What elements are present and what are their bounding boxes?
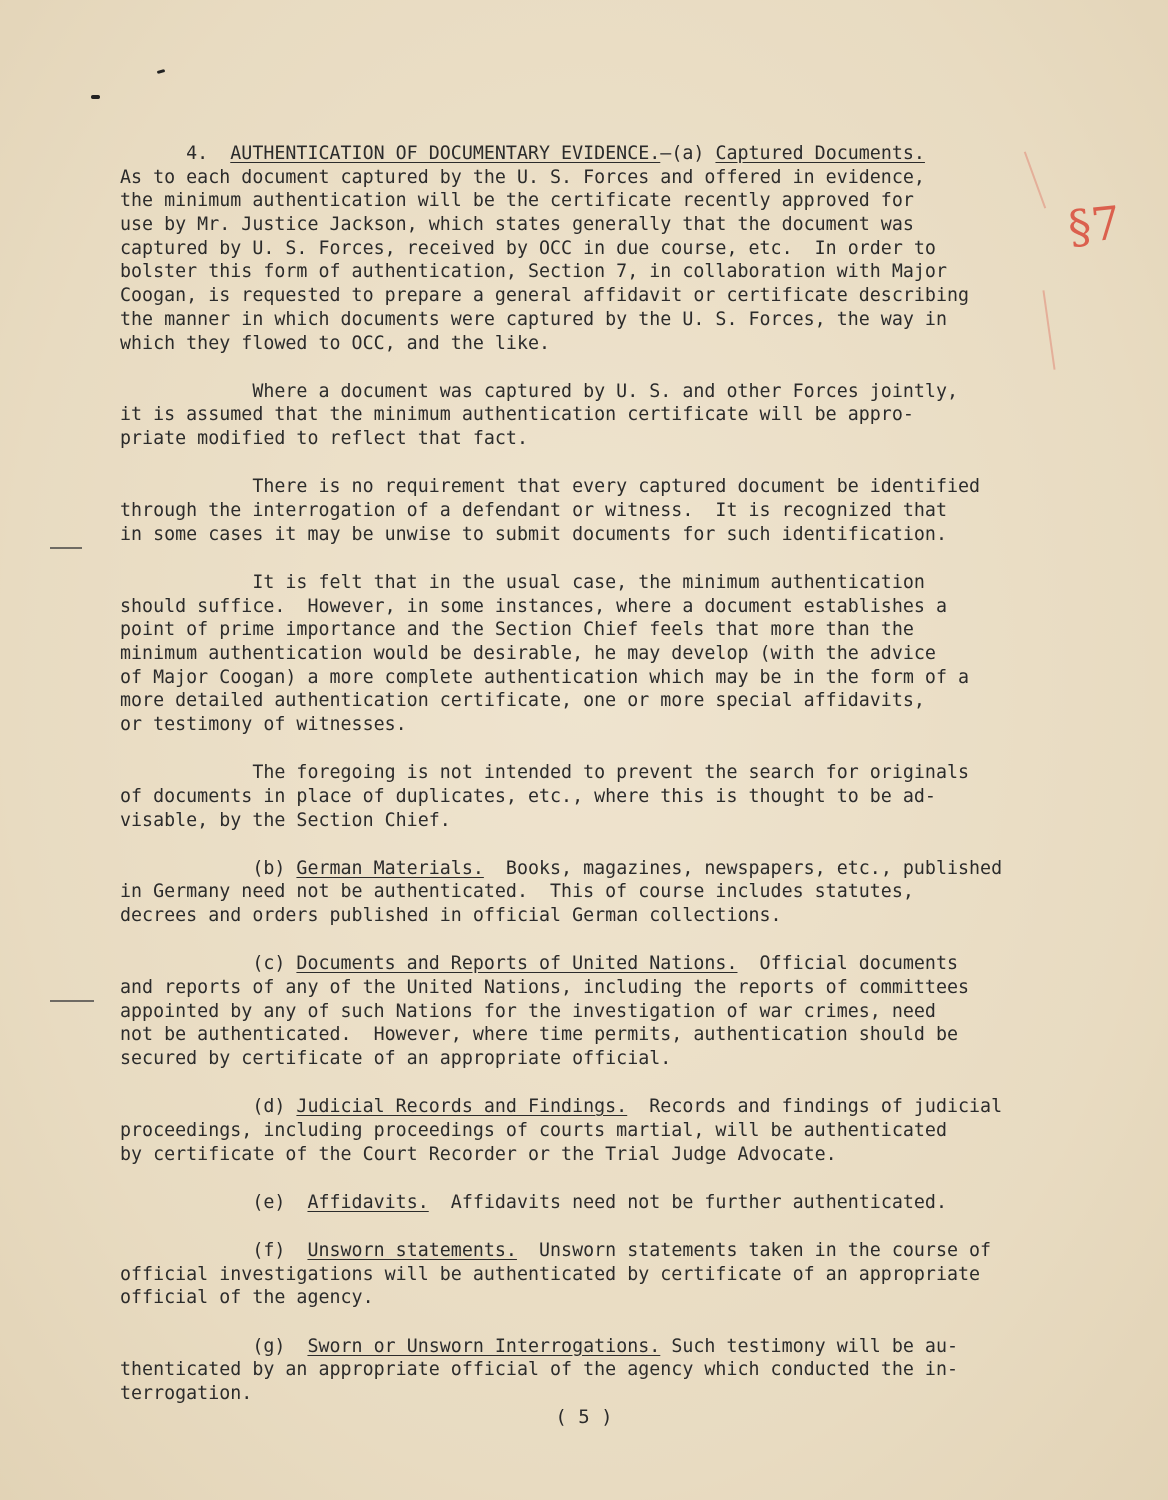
margin-dash	[50, 547, 82, 549]
underlined-heading: Documents and Reports of United Nations.	[296, 953, 738, 975]
line-text: decrees and orders published in official German collections.	[120, 905, 782, 927]
text-line	[120, 1000, 1055, 1024]
text-line	[120, 689, 1055, 713]
line-text: Such testimony will be au-	[660, 1335, 959, 1357]
text-line	[120, 904, 1055, 928]
line-text: official of the agency.	[120, 1287, 374, 1309]
line-text: secured by certificate of an appropriate official.	[120, 1048, 672, 1069]
underlined-heading: Judicial Records and Findings.	[296, 1096, 628, 1118]
text-line	[120, 1023, 1055, 1047]
line-text: appointed by any of such Nations for the investigation of war crimes, need	[120, 1000, 936, 1022]
text-line	[120, 1286, 1055, 1310]
line-text: which they flowed to OCC, and the like.	[120, 332, 551, 354]
paragraph-gap	[120, 355, 1055, 380]
paragraph-gap	[120, 928, 1055, 953]
line-text: Where a document was captured by U. S. and other Forces jointly,	[120, 380, 958, 402]
text-line	[120, 475, 1055, 499]
line-text: should suffice. However, in some instances, where a document establishes a	[120, 595, 947, 617]
underlined-heading: Captured Documents.	[715, 143, 925, 164]
line-text: Unsworn statements taken in the course of	[516, 1239, 992, 1261]
text-line	[120, 260, 1055, 284]
text-line	[120, 809, 1055, 833]
margin-tick-mark	[91, 95, 100, 99]
text-line	[120, 1382, 1055, 1406]
line-text: (d)	[120, 1096, 297, 1118]
text-line	[120, 1143, 1055, 1167]
paragraph-gap	[120, 1310, 1055, 1335]
text-line	[120, 1335, 1055, 1359]
margin-dash	[50, 1000, 94, 1002]
paragraph-gap	[120, 451, 1055, 476]
line-text: (c)	[120, 953, 297, 975]
line-text: It is felt that in the usual case, the minimum authentication	[120, 571, 925, 593]
paragraph-gap	[120, 832, 1055, 857]
line-text: through the interrogation of a defendant or witness. It is recognized that	[120, 499, 947, 521]
text-line	[120, 237, 1055, 261]
text-line	[120, 284, 1055, 308]
text-line	[120, 427, 1055, 451]
text-line	[120, 1119, 1055, 1143]
line-text: the minimum authentication will be the certificate recently approved for	[120, 190, 914, 212]
text-line	[120, 761, 1055, 785]
line-text: Coogan, is requested to prepare a general affidavit or certificate describing	[120, 285, 970, 307]
line-text: bolster this form of authentication, Section 7, in collaboration with Major	[120, 261, 947, 283]
text-line	[120, 571, 1055, 595]
text-line	[120, 308, 1055, 332]
line-text: proceedings, including proceedings of courts martial, will be authenticated	[120, 1119, 947, 1141]
text-line	[120, 618, 1055, 642]
paragraph-gap	[120, 1166, 1055, 1191]
line-text: The foregoing is not intended to prevent the search for originals	[120, 762, 970, 784]
underlined-heading: AUTHENTICATION OF DOCUMENTARY EVIDENCE.	[230, 143, 661, 164]
line-text: priate modified to reflect that fact.	[120, 428, 528, 450]
line-text: (e)	[120, 1191, 308, 1213]
text-line	[120, 523, 1055, 547]
text-line	[120, 499, 1055, 523]
text-line	[120, 1358, 1055, 1382]
line-text: As to each document captured by the U. S. Forces and offered in evidence,	[120, 166, 925, 188]
line-text: visable, by the Section Chief.	[120, 809, 451, 831]
line-text: (b)	[120, 857, 297, 879]
line-text: —(a)	[660, 143, 716, 164]
text-line	[120, 166, 1055, 190]
underlined-heading: Unsworn statements.	[307, 1239, 517, 1261]
line-text: minimum authentication would be desirable, he may develop (with the advice	[120, 642, 936, 664]
line-text: (f)	[120, 1239, 308, 1261]
line-text: and reports of any of the United Nations, including the reports of committees	[120, 976, 970, 998]
line-text: point of prime importance and the Section Chief feels that more than the	[120, 619, 914, 641]
page-number: ( 5 )	[555, 1406, 613, 1428]
text-line	[120, 380, 1055, 404]
text-line	[120, 952, 1055, 976]
text-line	[120, 189, 1055, 213]
text-line	[120, 1191, 1055, 1215]
paragraph-gap	[120, 1071, 1055, 1096]
line-text: in some cases it may be unwise to submit documents for such identification.	[120, 523, 947, 545]
document-body	[120, 142, 1055, 1406]
line-text: (g)	[120, 1335, 308, 1357]
text-line	[120, 1239, 1055, 1263]
line-text: not be authenticated. However, where time permits, authentication should be	[120, 1024, 958, 1046]
line-text: of Major Coogan) a more complete authentication which may be in the form of a	[120, 666, 970, 688]
text-line	[120, 642, 1055, 666]
text-line	[120, 666, 1055, 690]
line-text: or testimony of witnesses.	[120, 713, 407, 735]
text-line	[120, 976, 1055, 1000]
line-text: 4.	[120, 143, 231, 164]
text-line	[120, 595, 1055, 619]
underlined-heading: Sworn or Unsworn Interrogations.	[307, 1335, 661, 1357]
line-text: Records and findings of judicial	[627, 1096, 1003, 1118]
text-line	[120, 785, 1055, 809]
text-line	[120, 1047, 1055, 1071]
line-text: the manner in which documents were captured by the U. S. Forces, the way in	[120, 308, 947, 330]
paragraph-gap	[120, 546, 1055, 571]
paragraph-gap	[120, 737, 1055, 762]
text-line	[120, 403, 1055, 427]
text-line	[120, 1263, 1055, 1287]
line-text: of documents in place of duplicates, etc., where this is thought to be ad-	[120, 785, 936, 807]
line-text: Affidavits need not be further authenticated.	[428, 1191, 947, 1213]
text-line	[120, 880, 1055, 904]
text-line	[120, 713, 1055, 737]
underlined-heading: Affidavits.	[307, 1191, 429, 1213]
margin-tick-mark	[157, 69, 166, 74]
margin-annotation: §7	[1065, 195, 1123, 255]
line-text: by certificate of the Court Recorder or the Trial Judge Advocate.	[120, 1143, 837, 1165]
text-line	[120, 1095, 1055, 1119]
line-text: official investigations will be authenticated by certificate of an appropriate	[120, 1263, 981, 1285]
line-text: captured by U. S. Forces, received by OCC in due course, etc. In order to	[120, 237, 936, 259]
text-line	[120, 142, 1055, 166]
text-line	[120, 332, 1055, 356]
line-text: thenticated by an appropriate official of the agency which conducted the in-	[120, 1359, 958, 1381]
line-text: in Germany need not be authenticated. This of course includes statutes,	[120, 881, 914, 903]
line-text: more detailed authentication certificate, one or more special affidavits,	[120, 690, 925, 712]
line-text: terrogation.	[120, 1382, 253, 1404]
line-text: Official documents	[737, 953, 959, 975]
text-line	[120, 213, 1055, 237]
line-text: it is assumed that the minimum authentication certificate will be appro-	[120, 404, 914, 426]
text-line	[120, 857, 1055, 881]
paragraph-gap	[120, 1214, 1055, 1239]
line-text: use by Mr. Justice Jackson, which states generally that the document was	[120, 214, 914, 236]
line-text: There is no requirement that every captured document be identified	[120, 476, 981, 498]
underlined-heading: German Materials.	[296, 857, 484, 879]
line-text: Books, magazines, newspapers, etc., published	[483, 857, 1003, 879]
